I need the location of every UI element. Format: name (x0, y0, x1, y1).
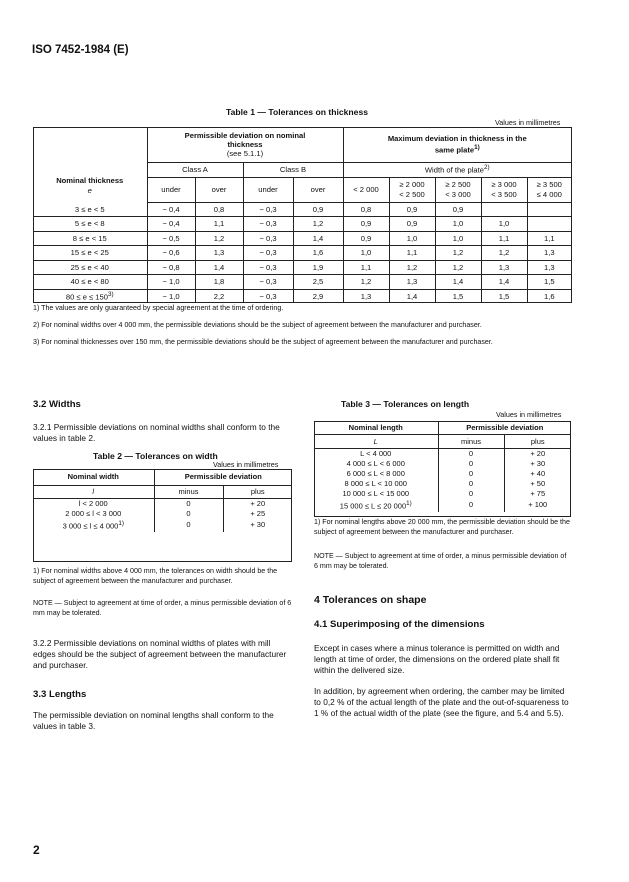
value-cell: 1,4 (435, 275, 481, 290)
para-3-3: The permissible deviation on nominal lengths shall conform to the values in table 3. (33, 710, 274, 731)
width-col-5 (527, 177, 571, 202)
plus-cell: + 30 (504, 459, 571, 469)
range-cell: 3 000 ≤ l ≤ 4 000$^{1)}$ (62, 520, 124, 531)
plus-cell: + 100 (504, 499, 571, 512)
value-cell: 1,0 (435, 217, 481, 232)
table-row (33, 275, 571, 290)
value-cell: 1,2 (389, 260, 435, 275)
width-note: 2) (484, 164, 490, 172)
table2-note: NOTE — Subject to agreement at time of order, a minus permissible deviation of 6 mm may be tolerated. (33, 599, 292, 617)
section-3-2-heading: 3.2 Widths (33, 399, 81, 410)
value-cell: − 0,6 (147, 246, 195, 261)
table-row (33, 231, 571, 246)
value-cell: − 0,3 (243, 246, 293, 261)
width-col-4-b: < 3 500 (491, 189, 517, 199)
para-3-2-1: 3.2.1 Permissible deviations on nominal widths shall conform to the values in table 2. (33, 422, 280, 443)
value-cell: 1,0 (481, 217, 527, 232)
plus-cell: + 50 (504, 479, 571, 489)
value-cell: − 0,3 (243, 289, 293, 303)
value-cell: 1,4 (481, 275, 527, 290)
value-cell: − 0,4 (147, 217, 195, 232)
class-a-over: over (195, 177, 243, 202)
table-row (33, 260, 571, 275)
width-col-5-a: ≥ 3 500 (536, 179, 562, 189)
value-cell: 1,5 (481, 289, 527, 303)
value-cell: 1,5 (527, 275, 571, 290)
width-col-2 (389, 177, 435, 202)
thickness-range-cell: 5 ≤ e < 8 (33, 217, 147, 232)
section-3-3-heading: 3.3 Lengths (33, 689, 87, 700)
thickness-range-cell: 8 ≤ e < 15 (33, 231, 147, 246)
table2-title: Table 2 — Tolerances on width (93, 451, 218, 461)
value-cell: 1,3 (481, 260, 527, 275)
table1-footnote-1: 1) The values are only guaranteed by special agreement at the time of ordering. (33, 304, 284, 312)
width-col-3-b: < 3 000 (445, 189, 471, 199)
plus-cell: + 25 (223, 509, 292, 519)
range-cell: 10 000 ≤ L < 15 000 (342, 489, 410, 498)
value-cell: 1,2 (481, 246, 527, 261)
t2-col2-header: Permissible deviation (154, 469, 292, 486)
value-cell: 1,0 (435, 231, 481, 246)
width-col-2-b: < 2 500 (399, 189, 425, 199)
table-row (33, 246, 571, 261)
t2-plus-header: plus (223, 486, 292, 499)
table3-units: Values in millimetres (496, 410, 562, 419)
t2-minus-header: minus (154, 486, 223, 499)
para-3-2-2: 3.2.2 Permissible deviations on nominal widths of plates with mill edges should be the subject of agreement between the manufacturer and purchaser. (33, 638, 287, 670)
plus-cell: + 75 (504, 489, 571, 499)
value-cell: 0,9 (293, 202, 343, 217)
table1-title: Table 1 — Tolerances on thickness (226, 107, 369, 117)
plus-cell: + 30 (223, 519, 292, 532)
perm-dev-label: Permissible deviation on nominal thickness (184, 131, 306, 149)
thickness-range-cell: 40 ≤ e < 80 (33, 275, 147, 290)
width-col-5-b: ≤ 4 000 (536, 189, 562, 199)
thickness-range-cell: 15 ≤ e < 25 (33, 246, 147, 261)
minus-cell: 0 (438, 469, 504, 479)
range-cell: 4 000 ≤ L < 6 000 (346, 459, 405, 468)
value-cell: 1,8 (195, 275, 243, 290)
value-cell: − 0,3 (243, 217, 293, 232)
minus-cell: 0 (154, 499, 223, 510)
value-cell: − 0,4 (147, 202, 195, 217)
range-cell: 8 000 ≤ L < 10 000 (344, 479, 407, 488)
range-cell: 6 000 ≤ L < 8 000 (346, 469, 405, 478)
max-dev-label (382, 134, 532, 155)
value-cell: 0,9 (389, 202, 435, 217)
table-row (314, 489, 571, 499)
width-col-4-a: ≥ 3 000 (491, 179, 517, 189)
t3-plus-header: plus (504, 435, 571, 449)
table3 (314, 421, 571, 512)
minus-cell: 0 (438, 479, 504, 489)
value-cell: 1,2 (293, 217, 343, 232)
table3-title: Table 3 — Tolerances on length (341, 399, 470, 409)
range-cell: 2 000 ≤ l < 3 000 (65, 509, 122, 518)
t2-col1-symbol: l (33, 486, 154, 499)
width-col-1: < 2 000 (343, 177, 389, 202)
thickness-range-cell: 3 ≤ e < 5 (74, 204, 105, 214)
para-4-1-b: In addition, by agreement when ordering, the camber may be limited to 0,2 % of the actual length of the plate and the out-of-squareness to 1 % of the actual width of the plate (see the figure, and 5.4 and 5.5). (314, 686, 569, 718)
value-cell (527, 217, 571, 232)
t2-col1-header: Nominal width (33, 469, 154, 486)
value-cell: − 0,8 (147, 260, 195, 275)
value-cell: 1,1 (389, 246, 435, 261)
t3-col1-header: Nominal length (314, 421, 438, 435)
value-cell: 1,3 (527, 260, 571, 275)
minus-cell: 0 (154, 509, 223, 519)
value-cell: 0,9 (343, 231, 389, 246)
value-cell: 1,0 (343, 246, 389, 261)
value-cell: 1,6 (527, 289, 571, 303)
table-row (314, 459, 571, 469)
value-cell: 0,8 (195, 202, 243, 217)
max-dev-label-text: Maximum deviation in thickness in the same plate (387, 134, 527, 155)
range-cell: l < 2 000 (78, 499, 108, 508)
width-label: Width of the plate (424, 166, 484, 176)
width-header (343, 163, 571, 178)
table-row (33, 289, 571, 303)
table1 (33, 127, 571, 303)
value-cell: − 0,3 (243, 231, 293, 246)
minus-cell: 0 (438, 489, 504, 499)
value-cell: 0,9 (343, 217, 389, 232)
table-row (33, 499, 292, 510)
value-cell: 1,1 (481, 231, 527, 246)
para-4-1-a: Except in cases where a minus tolerance is permitted on width and length at time of order, the dimensions on the ordered plate shall fit within the delivered size. (314, 643, 560, 675)
value-cell: − 0,3 (243, 260, 293, 275)
class-b-header: Class B (243, 163, 343, 178)
value-cell: 1,9 (293, 260, 343, 275)
thickness-range-cell: 25 ≤ e < 40 (33, 260, 147, 275)
table-row (314, 469, 571, 479)
value-cell (481, 202, 527, 217)
value-cell: − 1,0 (147, 289, 195, 303)
value-cell: 1,1 (195, 217, 243, 232)
table3-note: NOTE — Subject to agreement at time of order, a minus permissible deviation of 6 mm may be tolerated. (314, 552, 567, 570)
minus-cell: 0 (154, 519, 223, 532)
class-a-under: under (147, 177, 195, 202)
width-col-3 (435, 177, 481, 202)
perm-dev-ref: (see 5.1.1) (226, 149, 264, 158)
table-row (33, 217, 571, 232)
minus-cell: 0 (438, 459, 504, 469)
section-4-1-heading: 4.1 Superimposing of the dimensions (314, 619, 485, 630)
value-cell: 1,1 (343, 260, 389, 275)
perm-dev-header (147, 127, 343, 163)
minus-cell: 0 (438, 499, 504, 512)
value-cell: − 0,3 (243, 202, 293, 217)
value-cell: 1,5 (435, 289, 481, 303)
value-cell: 2,2 (195, 289, 243, 303)
value-cell: − 0,5 (147, 231, 195, 246)
table-row (314, 479, 571, 489)
value-cell: 2,5 (293, 275, 343, 290)
value-cell: 1,3 (195, 246, 243, 261)
value-cell: 0,9 (389, 217, 435, 232)
table2 (33, 469, 292, 532)
width-col-4 (481, 177, 527, 202)
value-cell: 0,9 (435, 202, 481, 217)
document-id: ISO 7452-1984 (E) (32, 44, 129, 56)
table-row (33, 519, 292, 532)
value-cell: − 0,3 (243, 275, 293, 290)
section-4-heading: 4 Tolerances on shape (314, 594, 427, 606)
table1-footnote-3: 3) For nominal thicknesses over 150 mm, the permissible deviations should be the subject of agreement between the manufacturer and purchaser. (33, 338, 493, 346)
class-a-header: Class A (147, 163, 243, 178)
class-b-under: under (243, 177, 293, 202)
table2-footnote: 1) For nominal widths above 4 000 mm, the tolerances on width should be the subject of agreement between the manufacturer and purchaser. (33, 567, 278, 585)
t3-minus-header: minus (438, 435, 504, 449)
value-cell: 1,2 (195, 231, 243, 246)
value-cell: − 1,0 (147, 275, 195, 290)
table-row (314, 449, 571, 460)
value-cell: 0,8 (343, 202, 389, 217)
value-cell: 2,9 (293, 289, 343, 303)
plus-cell: + 20 (504, 449, 571, 460)
value-cell: 1,6 (293, 246, 343, 261)
value-cell: 1,4 (293, 231, 343, 246)
range-cell: L < 4 000 (360, 449, 392, 458)
page-number: 2 (33, 843, 40, 857)
value-cell: 1,2 (435, 246, 481, 261)
width-col-2-a: ≥ 2 000 (399, 179, 425, 189)
plus-cell: + 20 (223, 499, 292, 510)
value-cell: 1,1 (527, 231, 571, 246)
max-dev-note: 1) (474, 144, 480, 152)
thickness-range-cell: $80 \le e \le 150^{3)}$ (33, 289, 147, 303)
value-cell: 1,4 (389, 289, 435, 303)
plus-cell: + 40 (504, 469, 571, 479)
value-cell (527, 202, 571, 217)
table-row (314, 499, 571, 512)
table-row (33, 509, 292, 519)
minus-cell: 0 (438, 449, 504, 460)
max-dev-header (343, 127, 571, 163)
value-cell: 1,4 (195, 260, 243, 275)
value-cell: 1,3 (343, 289, 389, 303)
class-b-over: over (293, 177, 343, 202)
nominal-thickness-symbol: e (87, 186, 92, 195)
row-note: 3) (107, 290, 114, 298)
t3-col1-symbol: L (314, 435, 438, 449)
table1-footnote-2: 2) For nominal widths over 4 000 mm, the permissible deviations should be the subject of agreement between the manufacturer and purchaser. (33, 321, 482, 329)
table2-units: Values in millimetres (213, 460, 279, 469)
value-cell: 1,0 (389, 231, 435, 246)
table-row (33, 202, 571, 217)
nominal-thickness-label: Nominal thickness (56, 176, 124, 185)
value-cell: 1,2 (343, 275, 389, 290)
value-cell: 1,3 (389, 275, 435, 290)
t3-col2-header: Permissible deviation (438, 421, 571, 435)
value-cell: 1,3 (527, 246, 571, 261)
table3-footnote: 1) For nominal lengths above 20 000 mm, the permissible deviation should be the subject of agreement between the manufacturer and purchaser. (314, 518, 570, 536)
value-cell: 1,2 (435, 260, 481, 275)
nominal-thickness-header (33, 127, 147, 202)
width-col-3-a: ≥ 2 500 (445, 179, 471, 189)
table1-units: Values in millimetres (495, 118, 561, 127)
range-cell: 15 000 ≤ L ≤ 20 000$^{1)}$ (339, 500, 412, 511)
